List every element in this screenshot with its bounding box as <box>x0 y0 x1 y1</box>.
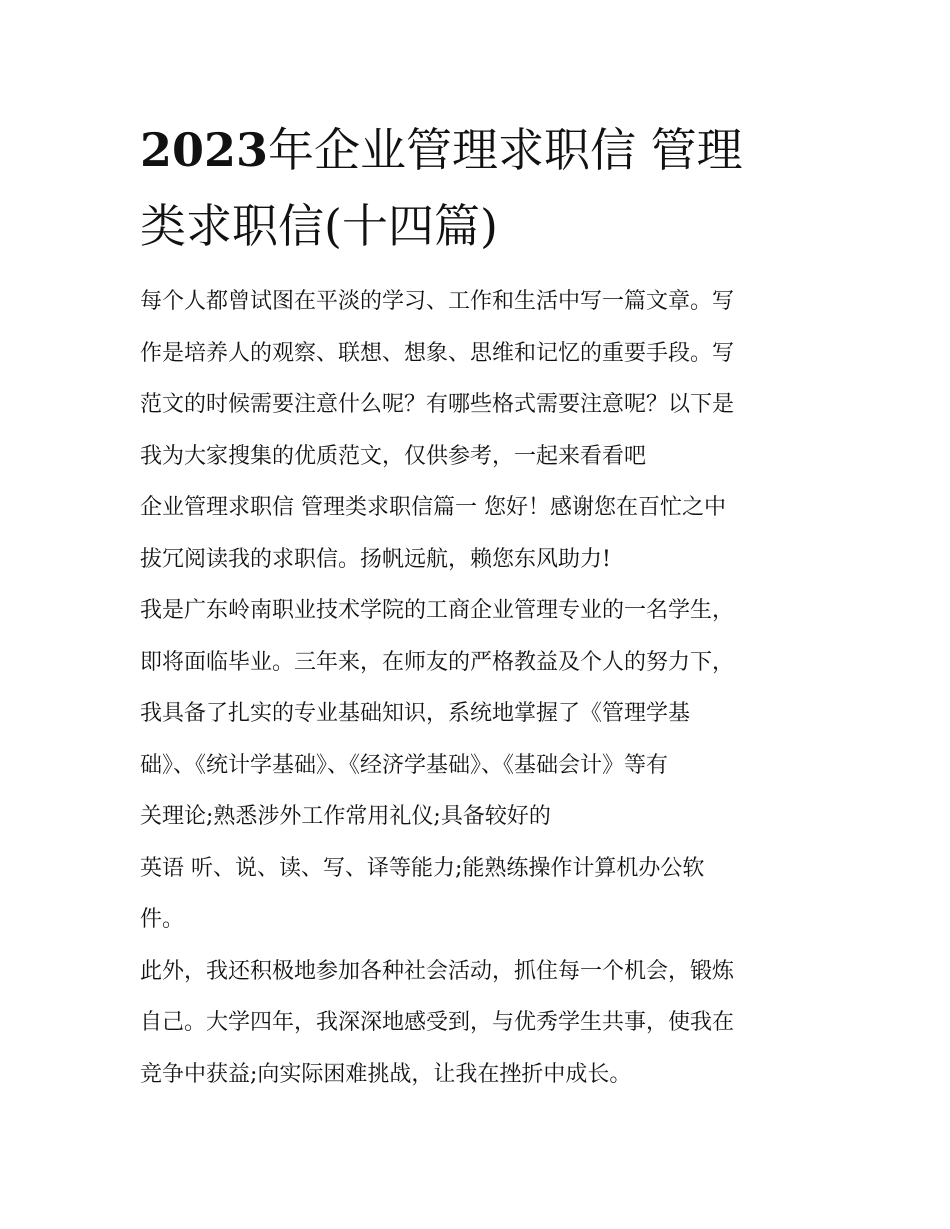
text-line: 我是广东岭南职业技术学院的工商企业管理专业的一名学生， <box>140 598 735 623</box>
text-line: 即将面临毕业。三年来，在师友的严格教益及个人的努力下， <box>140 649 735 675</box>
title-year: 2023 <box>140 123 269 177</box>
text-line: 英语 听、说、读、写、译等能力;能熟练操作计算机办公软 <box>140 855 705 881</box>
text-line: 件。 <box>140 907 185 932</box>
text-line: 关理论;熟悉涉外工作常用礼仪;具备较好的 <box>140 804 551 829</box>
text-line: 企业管理求职信 管理类求职信篇一 您好！感谢您在百忙之中 <box>140 495 726 520</box>
document-body <box>140 276 830 1100</box>
title-line-1: 年企业管理求职信 管理 <box>268 123 743 177</box>
text-line: 拔冗阅读我的求职信。扬帆远航，赖您东风助力! <box>140 546 611 572</box>
text-line: 竞争中获益;向实际困难挑战，让我在挫折中成长。 <box>140 1061 632 1087</box>
text-line: 自己。大学四年，我深深地感受到，与优秀学生共事，使我在 <box>140 1010 735 1035</box>
text-line: 作是培养人的观察、联想、想象、思维和记忆的重要手段。写 <box>140 340 735 366</box>
text-line: 我具备了扎实的专业基础知识，系统地掌握了《管理学基 <box>140 701 691 726</box>
text-line: 我为大家搜集的优质范文，仅供参考，一起来看看吧 <box>140 443 647 469</box>
title-line-2: 类求职信(十四篇) <box>140 199 498 253</box>
text-line: 每个人都曾试图在平淡的学习、工作和生活中写一篇文章。写 <box>140 289 735 314</box>
document-title <box>140 112 830 264</box>
text-line: 础》、《统计学基础》、《经济学基础》、《基础会计》等有 <box>140 752 669 778</box>
text-line: 范文的时候需要注意什么呢？有哪些格式需要注意呢？以下是 <box>140 392 735 417</box>
text-line: 此外，我还积极地参加各种社会活动，抓住每一个机会，锻炼 <box>140 958 735 984</box>
